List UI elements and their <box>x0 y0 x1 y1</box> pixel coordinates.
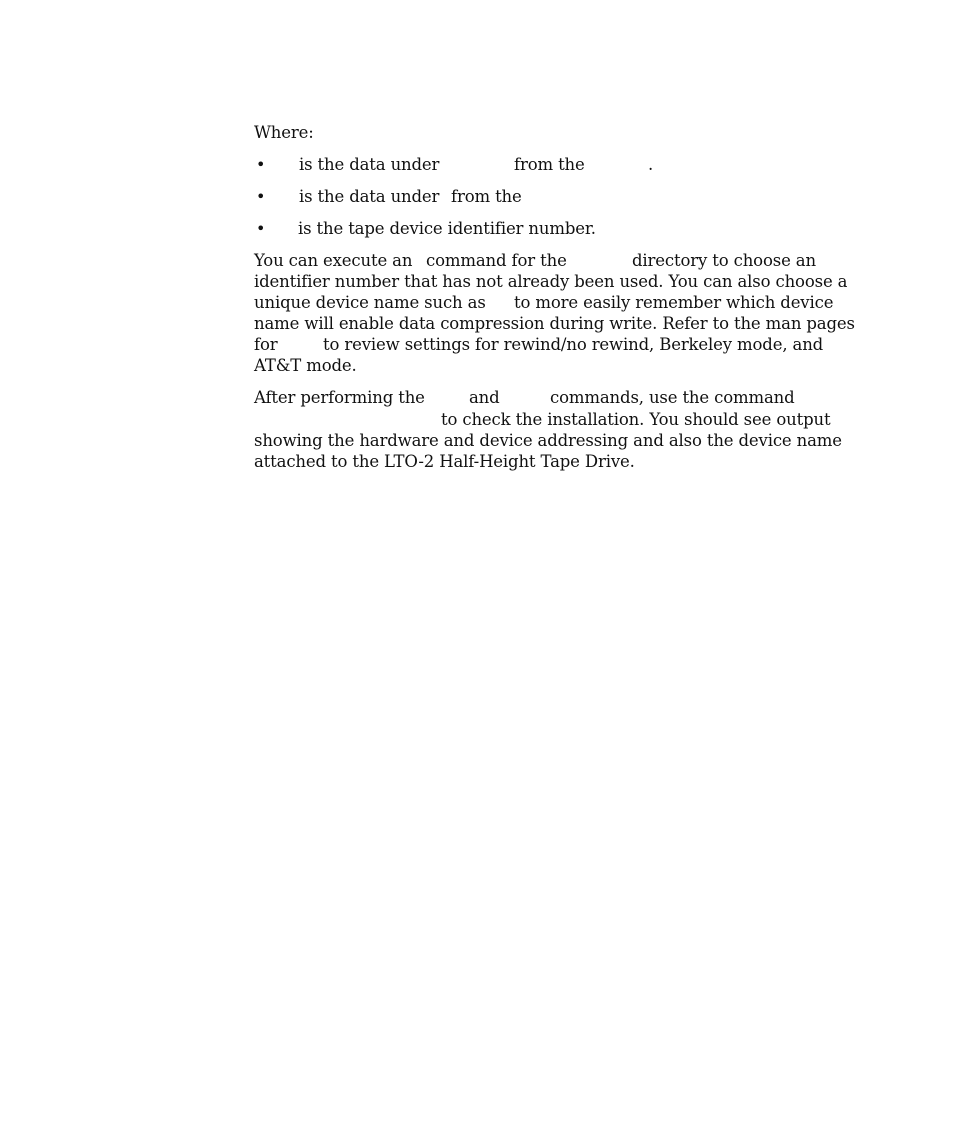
bullet-text-part: is the tape device identifier number. <box>298 219 596 238</box>
paragraph-text: You can execute an <box>254 251 413 270</box>
paragraph-text: identifier number that has not already been used. You can also choose a <box>254 272 848 291</box>
paragraph-text: name will enable data compression during write. Refer to the man pages <box>254 314 855 333</box>
paragraph-text: for <box>254 335 278 354</box>
bullet-text-part: is the data under <box>299 187 440 206</box>
paragraph-text: unique device name such as <box>254 293 486 312</box>
paragraph-text: After performing the <box>254 388 425 407</box>
paragraph-text: AT&T mode. <box>254 356 357 375</box>
bullet-text-part: from the <box>514 155 585 174</box>
paragraph-text: command for the <box>426 251 567 270</box>
intro-text: Where: <box>254 123 314 142</box>
paragraph-text: showing the hardware and device addressing and also the device name <box>254 431 842 450</box>
paragraph-text: commands, use the command <box>550 388 795 407</box>
paragraph-text: directory to choose an <box>632 251 816 270</box>
paragraph-text: to check the installation. You should see output <box>441 410 831 429</box>
paragraph-text: to review settings for rewind/no rewind, Berkeley mode, and <box>323 335 824 354</box>
bullet-text-part: . <box>648 155 654 174</box>
bullet-marker: • <box>256 187 266 206</box>
bullet-text-part: is the data under <box>299 155 440 174</box>
paragraph-text: to more easily remember which device <box>514 293 834 312</box>
bullet-marker: • <box>256 155 266 174</box>
bullet-marker: • <box>256 219 266 238</box>
bullet-text-part: from the <box>451 187 522 206</box>
paragraph-text: attached to the LTO-2 Half-Height Tape Drive. <box>254 452 635 471</box>
paragraph-text: and <box>469 388 500 407</box>
